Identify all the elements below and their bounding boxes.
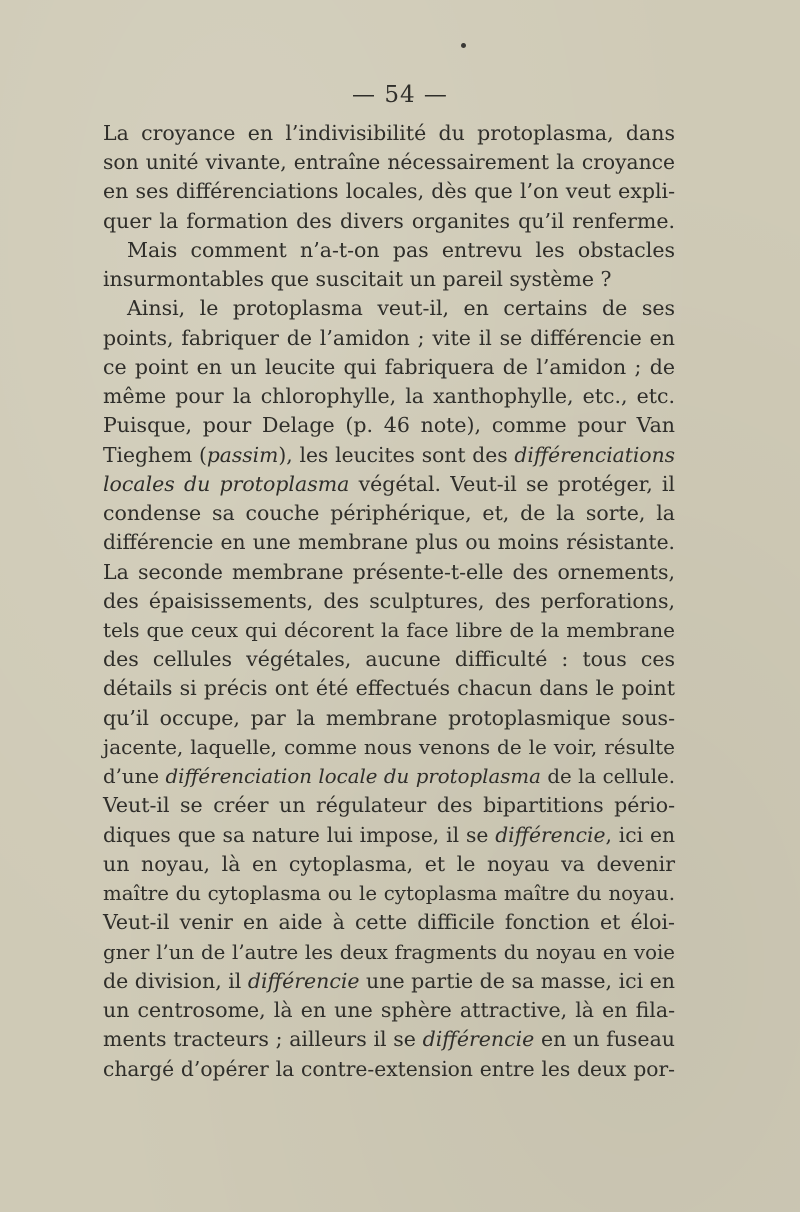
text-line bbox=[103, 528, 675, 557]
text-line bbox=[103, 382, 675, 411]
text-line bbox=[103, 1055, 675, 1084]
text-segment: jacente, laquelle, comme nous venons de le voir, résulte bbox=[103, 734, 675, 759]
text-segment: chargé d’opérer la contre-extension entre les deux por- bbox=[103, 1056, 675, 1081]
ink-speck bbox=[461, 43, 466, 48]
italic-text: passim bbox=[206, 442, 279, 467]
text-segment: , ici en bbox=[605, 822, 675, 847]
italic-text: différencie bbox=[422, 1027, 535, 1052]
text-segment: points, fabriquer de l’amidon ; vite il se différencie en bbox=[103, 325, 675, 350]
text-segment: Veut-il venir en aide à cette difficile fonction et éloi- bbox=[103, 910, 675, 935]
text-segment: quer la formation des divers organites qu’il renferme. bbox=[103, 208, 675, 233]
text-line bbox=[103, 791, 675, 820]
text-line bbox=[103, 558, 675, 587]
text-segment: ments tracteurs ; ailleurs il se bbox=[103, 1027, 423, 1052]
text-segment: condense sa couche périphérique, et, de la sorte, la bbox=[103, 501, 675, 526]
text-segment: en ses différenciations locales, dès que l’on veut expli- bbox=[103, 179, 675, 204]
text-segment: un noyau, là en cytoplasma, et le noyau va devenir bbox=[103, 851, 675, 876]
text-segment: La croyance en l’indivisibilité du protoplasma, dans bbox=[103, 121, 675, 145]
text-line bbox=[103, 148, 675, 177]
text-line bbox=[103, 265, 675, 294]
text-line bbox=[103, 762, 675, 791]
text-segment: tels que ceux qui décorent la face libre de la membrane bbox=[103, 617, 675, 642]
body-text bbox=[103, 119, 675, 1084]
text-segment: maître du cytoplasma ou le cytoplasma maître du noyau. bbox=[103, 882, 675, 906]
text-line bbox=[103, 821, 675, 850]
text-line bbox=[103, 441, 675, 470]
italic-text: locales du protoplasma bbox=[103, 471, 350, 496]
text-segment: un centrosome, là en une sphère attractive, là en fila- bbox=[103, 998, 675, 1023]
text-line bbox=[103, 996, 675, 1025]
italic-text: différenciations bbox=[514, 442, 675, 467]
text-segment: ), les leucites sont des bbox=[278, 442, 515, 467]
text-segment: Ainsi, le protoplasma veut-il, en certains de ses bbox=[127, 296, 675, 321]
text-line bbox=[103, 353, 675, 382]
italic-text: différenciation locale du protoplasma bbox=[165, 765, 541, 789]
text-segment: Puisque, pour Delage (p. 46 note), comme pour Van bbox=[103, 413, 675, 438]
text-line bbox=[103, 704, 675, 733]
text-segment: Tieghem ( bbox=[103, 442, 207, 467]
text-segment: ce point en un leucite qui fabriquera de l’amidon ; de bbox=[103, 354, 675, 379]
text-line bbox=[103, 645, 675, 674]
text-segment: détails si précis ont été effectués chacun dans le point bbox=[103, 676, 675, 701]
text-segment: Mais comment n’a-t-on pas entrevu les obstacles bbox=[127, 237, 675, 262]
text-line bbox=[103, 207, 675, 236]
page-number: — 54 — bbox=[352, 82, 448, 108]
text-line bbox=[103, 294, 675, 323]
italic-text: différencie bbox=[247, 968, 360, 993]
text-line bbox=[103, 850, 675, 879]
text-line bbox=[103, 411, 675, 440]
text-segment: végétal. Veut-il se protéger, il bbox=[349, 471, 675, 496]
text-segment: d’une bbox=[103, 765, 166, 789]
text-line bbox=[103, 938, 675, 967]
text-line bbox=[103, 967, 675, 996]
text-line bbox=[103, 119, 675, 148]
text-line bbox=[103, 499, 675, 528]
text-line bbox=[103, 324, 675, 353]
text-segment: même pour la chlorophylle, la xanthophylle, etc., etc. bbox=[103, 384, 675, 409]
text-segment: La seconde membrane présente-t-elle des ornements, bbox=[103, 559, 675, 584]
text-segment: Veut-il se créer un régulateur des bipartitions pério- bbox=[103, 793, 675, 818]
text-segment: diques que sa nature lui impose, il se bbox=[103, 822, 496, 847]
italic-text: différencie bbox=[495, 822, 606, 847]
text-segment: différencie en une membrane plus ou moins résistante. bbox=[103, 530, 675, 555]
text-line bbox=[103, 879, 675, 908]
text-line bbox=[103, 733, 675, 762]
text-line bbox=[103, 177, 675, 206]
text-segment: gner l’un de l’autre les deux fragments du noyau en voie bbox=[103, 940, 675, 964]
text-line bbox=[103, 616, 675, 645]
text-line bbox=[103, 236, 675, 265]
text-segment: une partie de sa masse, ici en bbox=[359, 968, 676, 993]
text-segment: insurmontables que suscitait un pareil système ? bbox=[103, 267, 612, 292]
text-line bbox=[103, 674, 675, 703]
text-segment: des cellules végétales, aucune difficulté : tous ces bbox=[103, 647, 675, 672]
text-line bbox=[103, 908, 675, 937]
text-segment: son unité vivante, entraîne nécessairement la croyance bbox=[103, 150, 675, 175]
text-line bbox=[103, 470, 675, 499]
text-line bbox=[103, 1025, 675, 1054]
text-segment: de division, il bbox=[103, 968, 248, 993]
text-segment: en un fuseau bbox=[534, 1027, 675, 1052]
text-segment: qu’il occupe, par la membrane protoplasmique sous- bbox=[103, 705, 675, 730]
text-line bbox=[103, 587, 675, 616]
text-segment: de la cellule. bbox=[540, 765, 675, 789]
text-segment: des épaisissements, des sculptures, des perforations, bbox=[103, 588, 675, 613]
